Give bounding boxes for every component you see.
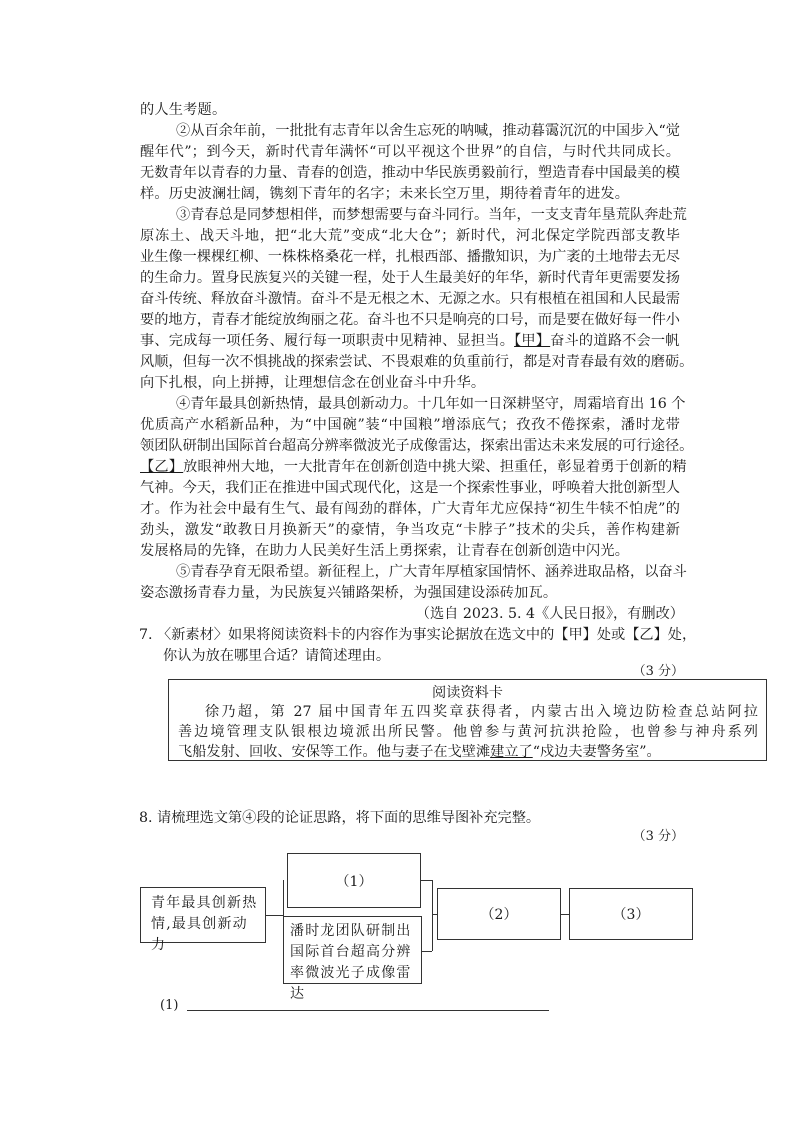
passage-line [140, 457, 687, 477]
passage-line: 要的地方，青春才能绽放绚丽之花。奋斗也不只是响亮的口号，而是要在做好每一件小 [140, 312, 680, 328]
passage-text: 奋斗的道路不会一帆 [550, 333, 680, 349]
passage-line: 无数青年以青春的力量、青春的创造，推动中华民族勇毅前行，塑造青春中国最美的模 [140, 165, 680, 181]
mindmap-root-text: 青年最具创新热情,最具创新动力 [151, 895, 258, 953]
reading-card-text: “戍边夫妻警务室”。 [532, 744, 661, 760]
answer-input-line[interactable] [187, 1010, 549, 1011]
marker-yi: 【乙】 [140, 459, 184, 475]
passage-line: 原冻土、战天斗地，把“北大荒”变成“北大仓”；新时代，河北保定学院西部支教毕 [140, 228, 680, 244]
passage-line: 奋斗传统、释放奋斗激情。奋斗不是无根之木、无源之水。只有根植在祖国和人民最需 [140, 291, 680, 307]
passage-line: 才。作为社会中最有生气、最有闯劲的群体，广大青年尤应保持“初生牛犊不怕虎”的 [140, 501, 680, 517]
connector-line [421, 880, 432, 881]
passage-line: ③青春总是同梦想相伴，而梦想需要与奋斗同行。当年，一支支青年垦荒队奔赴荒 [176, 207, 687, 223]
answer-label: (1) [160, 998, 179, 1013]
passage-line: 的人生考题。 [140, 102, 227, 118]
passage-line: 的生命力。置身民族复兴的关键一程，处于人生最美好的年华，新时代青年更需要发扬 [140, 270, 680, 286]
passage-line: 业生像一棵棵红柳、一株株格桑花一样，扎根西部、播撒知识，为广袤的土地带去无尽 [140, 249, 680, 265]
passage-text: 放眼神州大地，一大批青年在创新创造中挑大梁、担重任，彰显着勇于创新的精 [183, 459, 687, 475]
reading-card-line: 徐乃超，第 27 届中国青年五四奖章获得者，内蒙古出入境边防检查总站阿拉 [205, 704, 758, 720]
passage-line: 醒年代”；到今天，新时代青年满怀“可以平视这个世界”的自信，与时代共同成长。 [140, 144, 680, 160]
mindmap-blank-2[interactable]: （2） [437, 888, 561, 940]
passage-line: 优质高产水稻新品种，为“中国碗”装“中国粮”增添底气；孜孜不倦探索，潘时龙带 [140, 417, 680, 433]
marker-jia: 【甲】 [514, 333, 551, 349]
passage-line: 风顺，但每一次不惧挑战的探索尝试、不畏艰难的负重前行，都是对青春最有效的磨砺。 [140, 354, 694, 370]
connector-line [422, 951, 432, 952]
passage-line: 发展格局的先锋，在助力人民美好生活上勇探索，让青春在创新创造中闪光。 [140, 543, 630, 559]
connector-line [432, 880, 433, 951]
passage-line: ②从百余年前，一批批有志青年以舍生忘死的呐喊，推动暮霭沉沉的中国步入“觉 [176, 123, 680, 139]
reading-card-title: 阅读资料卡 [432, 685, 503, 701]
reading-card-underlined: 建立了 [490, 744, 533, 760]
question-8-score: （3 分） [632, 829, 684, 844]
mindmap-given-text: 潘时龙团队研制出国际首台超高分辨率微波光子成像雷达 [290, 923, 412, 1002]
connector-line [266, 915, 283, 916]
passage-line: 气神。今天，我们正在推进中国式现代化，这是一个探索性事业，呼唤着大批创新型人 [140, 480, 680, 496]
question-7-line: 你认为放在哪里合适？请简述理由。 [163, 648, 391, 664]
reading-card [168, 679, 767, 761]
passage-line: 向下扎根，向上拼搏，让理想信念在创业奋斗中升华。 [140, 375, 486, 391]
reading-card-text: 飞船发射、回收、安保等工作。他与妻子在戈壁滩 [178, 744, 491, 760]
reading-card-line: 善边境管理支队银根边境派出所民警。他曾参与黄河抗洪抢险，也曾参与神舟系列 [178, 724, 758, 740]
passage-line: 领团队研制出国际首台超高分辨率微波光子成像雷达，探索出雷达未来发展的可行途径。 [140, 438, 694, 454]
mindmap-blank-3[interactable]: （3） [569, 888, 693, 940]
source-citation: （选自 2023. 5. 4《人民日报》，有删改） [415, 606, 684, 622]
passage-line: 样。历史波澜壮阔，镌刻下青年的名字；未来长空万里，期待着青年的进发。 [140, 186, 630, 202]
passage-line [140, 331, 680, 351]
passage-line: 姿态激扬青春力量，为民族复兴铺路架桥，为强国建设添砖加瓦。 [140, 585, 558, 601]
connector-line [561, 914, 569, 915]
question-7-score: （3 分） [632, 664, 684, 679]
passage-text: 事、完成每一项任务、履行每一项职责中见精神、显担当。 [140, 333, 515, 349]
question-8-line: 8. 请梳理选文第④段的论证思路，将下面的思维导图补充完整。 [139, 810, 541, 826]
reading-card-line [178, 742, 758, 762]
mindmap-blank-1[interactable]: （1） [287, 853, 421, 908]
question-7-line: 7. 〈新素材〉如果将阅读资料卡的内容作为事实论据放在选文中的【甲】处或【乙】处， [139, 627, 697, 643]
passage-line: ④青年最具创新热情，最具创新动力。十几年如一日深耕坚守，周霜培育出 16 个 [176, 396, 686, 412]
passage-line: 劲头，激发“敢教日月换新天”的豪情，争当攻克“卡脖子”技术的尖兵，善作构建新 [140, 522, 680, 538]
passage-line: ⑤青春孕育无限希望。新征程上，广大青年厚植家国情怀、涵养进取品格，以奋斗 [176, 564, 687, 580]
